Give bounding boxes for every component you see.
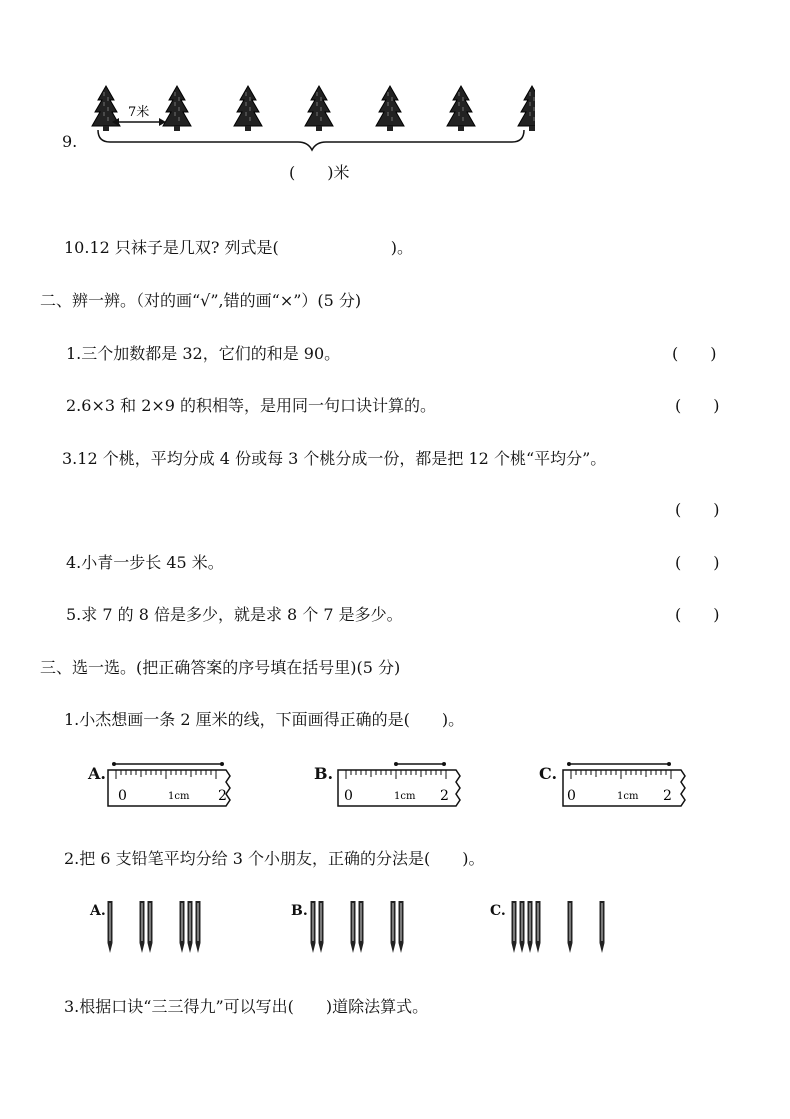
option-a-pencil-label: A.	[90, 903, 106, 919]
pencil-icon	[311, 901, 316, 953]
ruler-c-dot-end	[667, 762, 671, 766]
pencil-icon	[536, 901, 541, 953]
pencil-icon	[528, 901, 533, 953]
option-c-pencil-label: C.	[490, 903, 506, 919]
pencil-icon	[600, 901, 605, 953]
trees-figure	[90, 82, 535, 152]
pencils-a-svg	[104, 897, 224, 959]
ruler-c-svg	[561, 760, 696, 810]
ruler-a-dot-end	[220, 762, 224, 766]
pencil-icon	[568, 901, 573, 953]
ruler-c-mid: 1cm	[617, 791, 639, 802]
s2-item-4: 4.小青一步长 45 米。	[66, 553, 224, 572]
option-a-label: A.	[88, 764, 106, 783]
s2-item-4-blank[interactable]: ( )	[675, 553, 720, 572]
ruler-c-dot-start	[567, 762, 571, 766]
pencils-b-svg	[307, 897, 427, 959]
ruler-b-svg	[336, 760, 471, 810]
pencil-icon	[359, 901, 364, 953]
ruler-b-dot-start	[394, 762, 398, 766]
option-b-pencil-label: B.	[291, 903, 308, 919]
pencil-icon	[196, 901, 201, 953]
tree-icon	[234, 86, 262, 131]
ruler-a-dot-start	[112, 762, 116, 766]
pencil-icon	[520, 901, 525, 953]
pencil-icon	[319, 901, 324, 953]
pencil-icon	[180, 901, 185, 953]
tree-icon	[163, 86, 191, 131]
section3-heading: 三、选一选。(把正确答案的序号填在括号里)(5 分)	[40, 658, 401, 677]
pencils-c-svg	[508, 897, 628, 959]
section2-heading: 二、辨一辨。（对的画“√”,错的画“×”）(5 分)	[40, 291, 362, 310]
s2-item-3: 3.12 个桃，平均分成 4 份或每 3 个桃分成一份，都是把 12 个桃“平均分”。	[62, 449, 607, 468]
ruler-a-end: 2	[218, 788, 227, 804]
pencil-icon	[140, 901, 145, 953]
s2-item-2: 2.6×3 和 2×9 的积相等，是用同一句口诀计算的。	[66, 396, 437, 415]
ruler-c-zero: 0	[567, 788, 576, 804]
ruler-b-dot-end	[442, 762, 446, 766]
option-c-label: C.	[539, 764, 558, 783]
tree-icon	[447, 86, 475, 131]
ruler-a-mid: 1cm	[168, 791, 190, 802]
s3-q3-text: 3.根据口诀“三三得九”可以写出( )道除法算式。	[64, 997, 429, 1016]
pencil-icon	[399, 901, 404, 953]
tree-icon	[518, 86, 535, 131]
ruler-c-end: 2	[663, 788, 672, 804]
ruler-a-svg	[106, 760, 241, 810]
total-brace	[98, 130, 524, 150]
q9-answer-blank[interactable]: ( )米	[289, 163, 350, 182]
s2-item-5-blank[interactable]: ( )	[675, 605, 720, 624]
s3-q1-text: 1.小杰想画一条 2 厘米的线，下面画得正确的是( )。	[64, 710, 465, 729]
pencil-icon	[148, 901, 153, 953]
pencil-icon	[108, 901, 113, 953]
ruler-a-zero: 0	[118, 788, 127, 804]
q9-number: 9.	[62, 132, 78, 151]
q10-text: 10.12 只袜子是几双? 列式是( )。	[64, 238, 414, 257]
s2-item-2-blank[interactable]: ( )	[675, 396, 720, 415]
s2-item-3-blank[interactable]: ( )	[675, 500, 720, 519]
s3-q2-text: 2.把 6 支铅笔平均分给 3 个小朋友，正确的分法是( )。	[64, 849, 485, 868]
ruler-b-mid: 1cm	[394, 791, 416, 802]
s2-item-5: 5.求 7 的 8 倍是多少，就是求 8 个 7 是多少。	[66, 605, 403, 624]
gap-label: 7米	[128, 105, 150, 120]
pencil-icon	[188, 901, 193, 953]
ruler-b-zero: 0	[344, 788, 353, 804]
s2-item-1-blank[interactable]: ( )	[672, 344, 717, 363]
pencil-icon	[351, 901, 356, 953]
s2-item-1: 1.三个加数都是 32，它们的和是 90。	[66, 344, 341, 363]
ruler-b-end: 2	[440, 788, 449, 804]
option-b-label: B.	[314, 764, 334, 783]
pencil-icon	[512, 901, 517, 953]
pencil-icon	[391, 901, 396, 953]
tree-icon	[305, 86, 333, 131]
tree-icon	[92, 86, 120, 131]
tree-icon	[376, 86, 404, 131]
